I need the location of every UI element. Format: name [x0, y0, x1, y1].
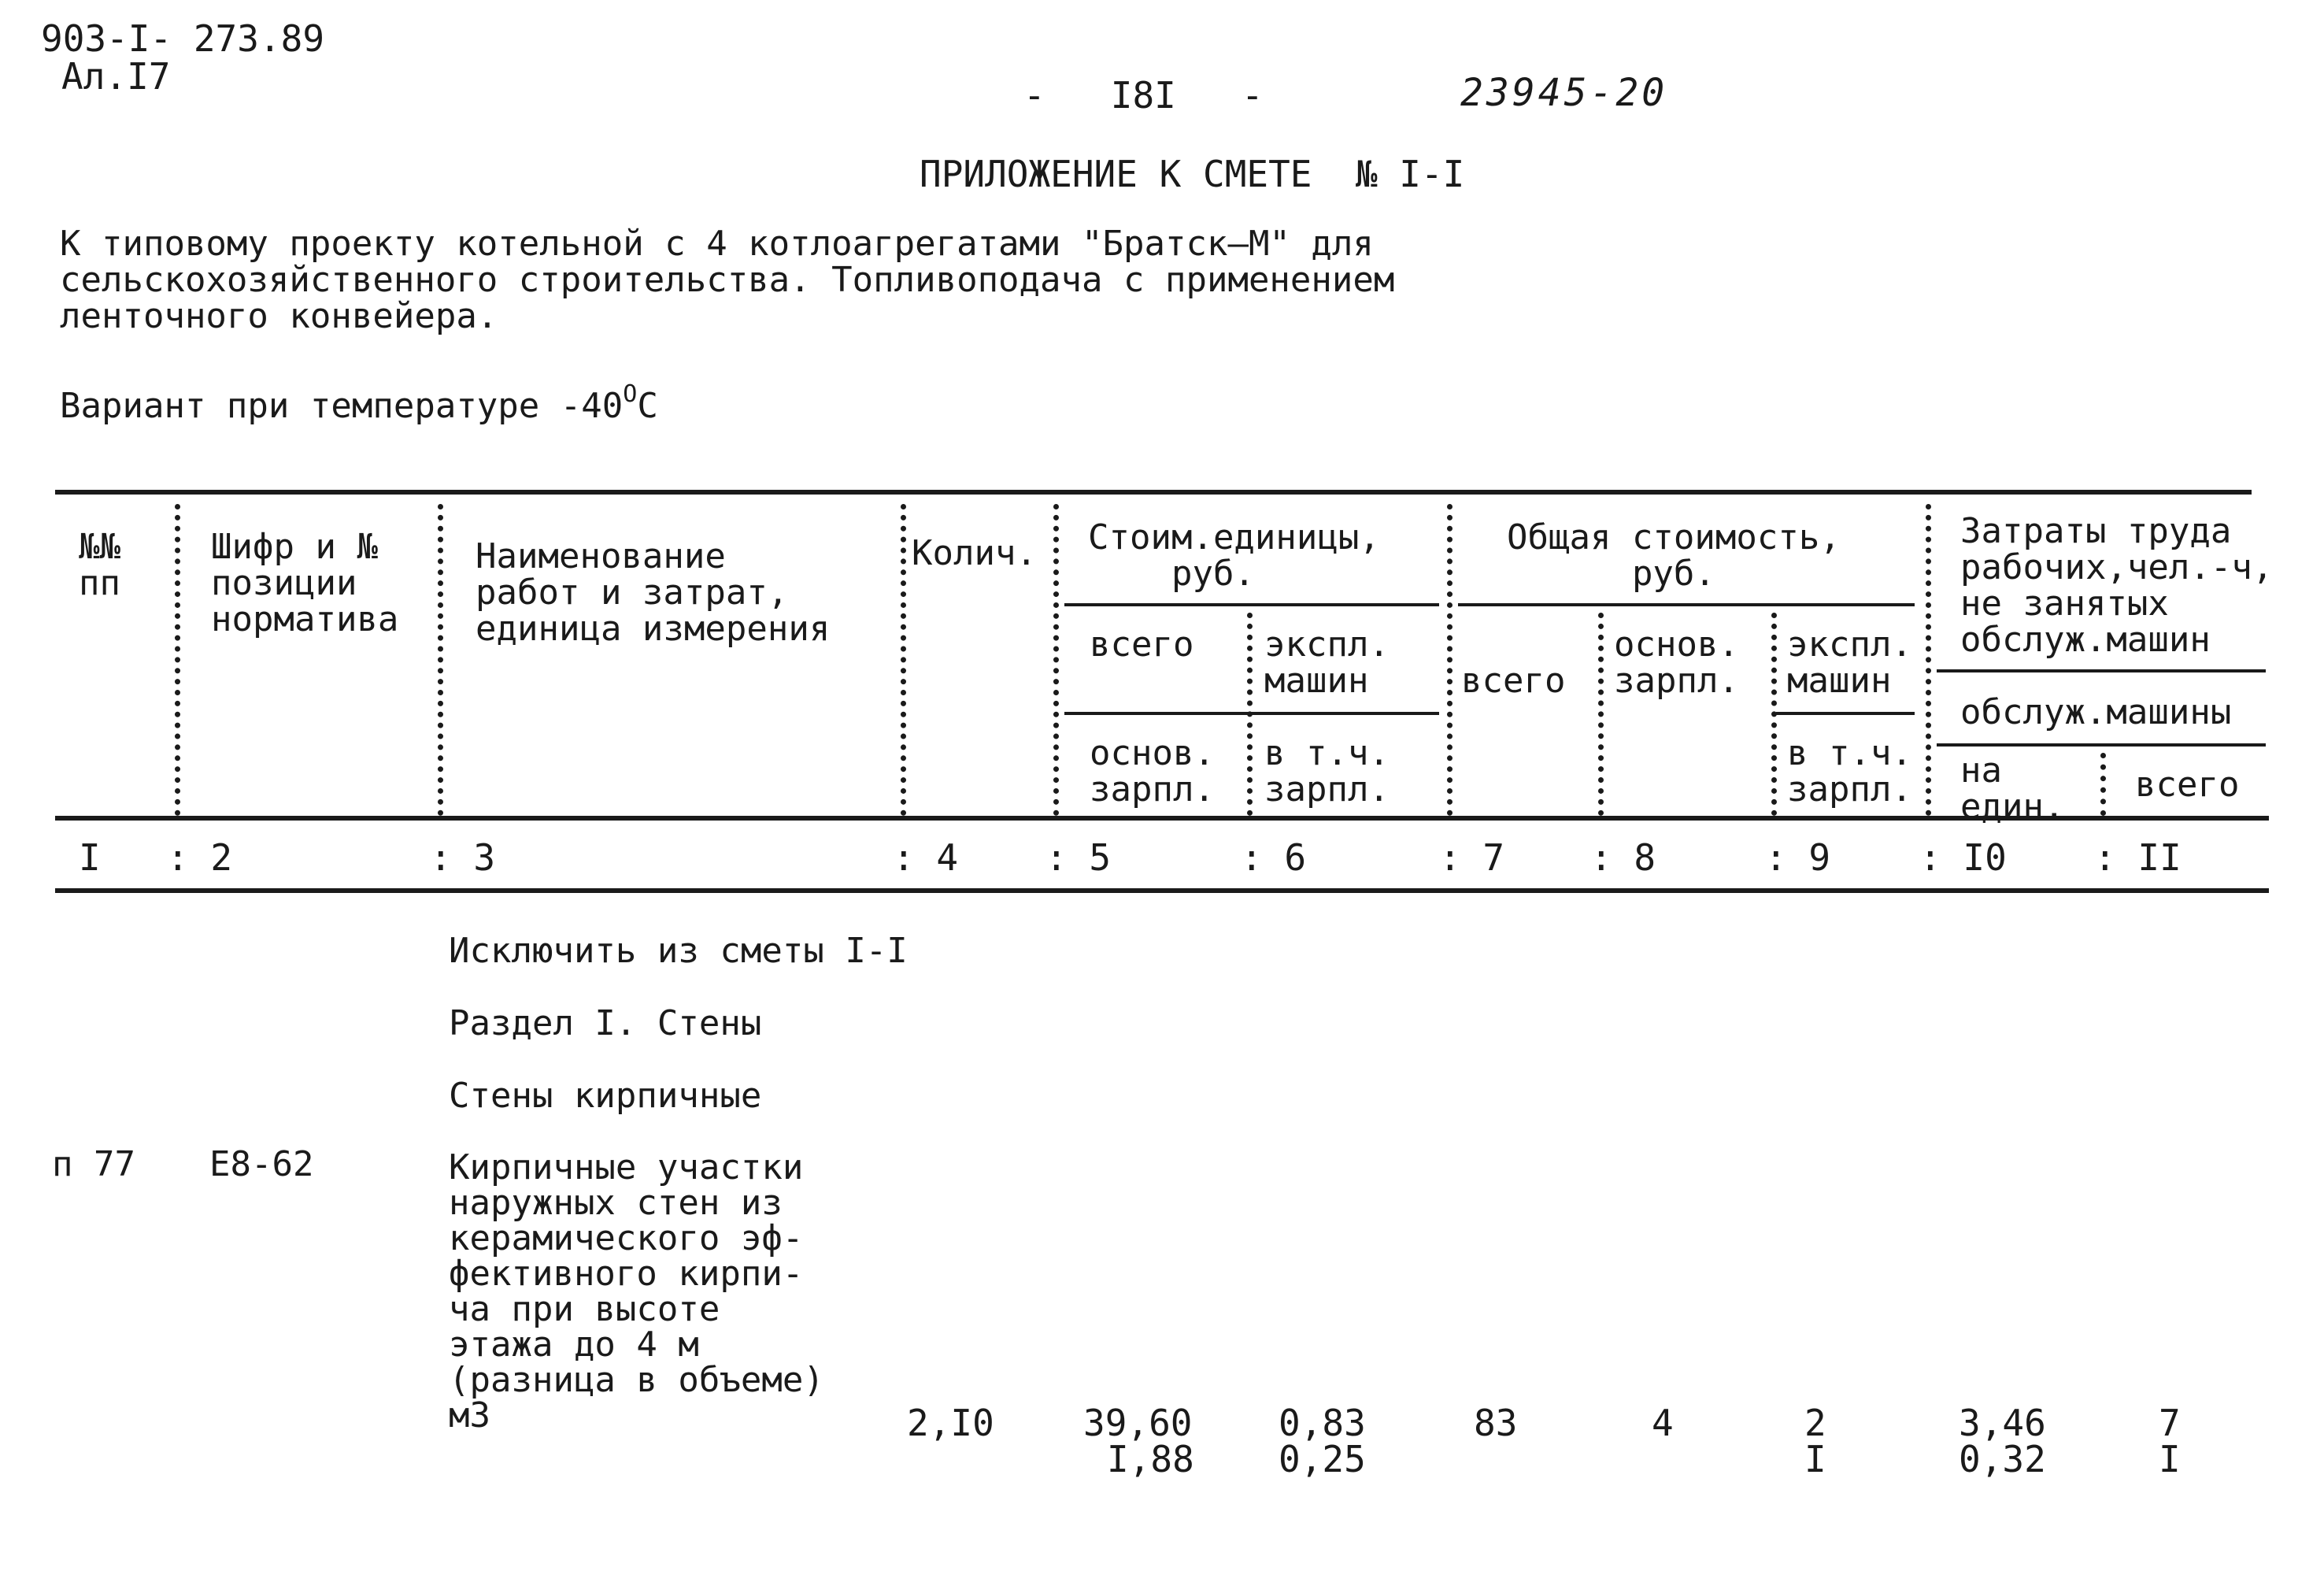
- page-number: - I8I -: [1023, 74, 1264, 117]
- labor-sub-divider: [1937, 743, 2266, 747]
- degree-mark: О: [623, 380, 638, 408]
- total-mach-sub-divider: [1776, 712, 1915, 715]
- exclude-note: Исключить из сметы I-I: [449, 931, 908, 971]
- column-number-value: I0: [1963, 836, 2007, 879]
- header-unit-machines: экспл. машин: [1264, 624, 1390, 701]
- column-separator: [1447, 504, 1452, 816]
- column-number-value: 6: [1284, 836, 1307, 879]
- header-unit-wage: основ. зарпл.: [1090, 733, 1215, 810]
- column-separator: [2100, 753, 2106, 816]
- intro-line-3: ленточного конвейера.: [60, 296, 498, 336]
- row-labor-per-unit: 3,46: [1959, 1402, 2046, 1444]
- unit-cost-divider: [1064, 603, 1439, 606]
- header-name: Наименование работ и затрат, единица измерения: [476, 536, 831, 649]
- sheet-number: Ал.I7: [61, 55, 171, 98]
- column-number-value: 9: [1808, 836, 1831, 879]
- column-number: I: [79, 836, 101, 879]
- column-number: : 7: [1439, 836, 1505, 879]
- row-unit-machine-wage: 0,25: [1279, 1438, 1366, 1480]
- column-number-value: II: [2137, 836, 2182, 879]
- row-labor-total: 7: [2159, 1402, 2181, 1444]
- header-total-machines: экспл. машин: [1787, 624, 1912, 701]
- column-separator: [1247, 613, 1253, 816]
- column-number: : 9: [1765, 836, 1831, 879]
- header-row-number: №№ пп: [79, 527, 120, 603]
- column-number: : 3: [430, 836, 496, 879]
- row-quantity: 2,I0: [907, 1402, 994, 1444]
- column-number: : 5: [1045, 836, 1112, 879]
- row-total-machine-wage: I: [1804, 1438, 1826, 1480]
- column-number: : 2: [167, 836, 233, 879]
- row-unit-machines: 0,83: [1279, 1402, 1366, 1444]
- variant-text: Вариант при температуре -40: [60, 386, 624, 426]
- handwritten-number: 23945-20: [1460, 71, 1668, 115]
- labor-divider: [1937, 669, 2266, 672]
- column-separator: [1926, 504, 1931, 816]
- header-labor-per-unit: на един.: [1960, 750, 2065, 827]
- header-total-wage: основ. зарпл.: [1614, 624, 1739, 701]
- row-code: Е8-62: [209, 1144, 314, 1184]
- row-labor-total-machines: I: [2159, 1438, 2181, 1480]
- header-labor-total: всего: [2135, 765, 2240, 805]
- subsection-heading: Стены кирпичные: [449, 1076, 762, 1116]
- row-unit-wage: I,88: [1107, 1438, 1194, 1480]
- header-labor: Затраты труда рабочих,чел.-ч, не занятых обслуж.машин: [1960, 511, 2274, 660]
- header-unit-cost: Стоим.единицы, руб.: [1088, 517, 1380, 594]
- header-quantity: Колич.: [912, 533, 1037, 573]
- column-number-value: 7: [1482, 836, 1505, 879]
- total-cost-divider: [1458, 603, 1915, 606]
- row-total-wage: 4: [1652, 1402, 1674, 1444]
- header-total-machine-wage: в т.ч. зарпл.: [1787, 733, 1912, 810]
- temperature-variant: [60, 380, 658, 426]
- variant-unit: С: [637, 386, 658, 426]
- row-number: п 77: [52, 1144, 135, 1184]
- column-number-value: 3: [473, 836, 496, 879]
- column-separator: [901, 504, 906, 816]
- document-code: 903-I- 273.89: [41, 17, 325, 60]
- document-title: ПРИЛОЖЕНИЕ К СМЕТЕ № I-I: [920, 153, 1465, 195]
- column-number: : 8: [1590, 836, 1656, 879]
- row-name: Кирпичные участки наружных стен из керамического эф- фективного кирпи- ча при высоте этажа до 4 м (разница в объеме) м3: [449, 1147, 824, 1436]
- header-unit-machine-wage: в т.ч. зарпл.: [1264, 733, 1390, 810]
- header-total-all: всего: [1461, 661, 1566, 701]
- column-number-value: 2: [210, 836, 233, 879]
- column-separator: [175, 504, 180, 816]
- row-total-all: 83: [1474, 1402, 1518, 1444]
- column-separator: [1053, 504, 1059, 816]
- row-total-machines: 2: [1804, 1402, 1826, 1444]
- column-separator: [1771, 613, 1777, 816]
- intro-line-1: К типовому проекту котельной с 4 котлоагрегатами "Братск—М" для: [60, 224, 1374, 264]
- column-separator: [438, 504, 443, 816]
- column-number: : I0: [1919, 836, 2007, 879]
- row-unit-total: 39,60: [1083, 1402, 1193, 1444]
- header-unit-total: всего: [1090, 624, 1194, 665]
- column-number-value: 5: [1089, 836, 1112, 879]
- section-heading: Раздел I. Стены: [449, 1003, 762, 1043]
- header-code: Шифр и № позиции норматива: [211, 527, 399, 639]
- column-separator: [1598, 613, 1604, 816]
- column-number: : 6: [1241, 836, 1307, 879]
- column-number: : II: [2094, 836, 2182, 879]
- column-number: : 4: [893, 836, 959, 879]
- row-labor-per-unit-machines: 0,32: [1959, 1438, 2046, 1480]
- header-total-cost: Общая стоимость, руб.: [1507, 517, 1841, 594]
- column-number-value: 8: [1634, 836, 1656, 879]
- header-labor-machines: обслуж.машины: [1960, 692, 2232, 732]
- header-bottom-rule: [55, 816, 2269, 821]
- intro-line-2: сельскохозяйственного строительства. Топливоподача с применением: [60, 260, 1395, 300]
- column-number-value: 4: [936, 836, 959, 879]
- table-top-rule: [55, 490, 2252, 495]
- column-numbers-rule: [55, 888, 2269, 893]
